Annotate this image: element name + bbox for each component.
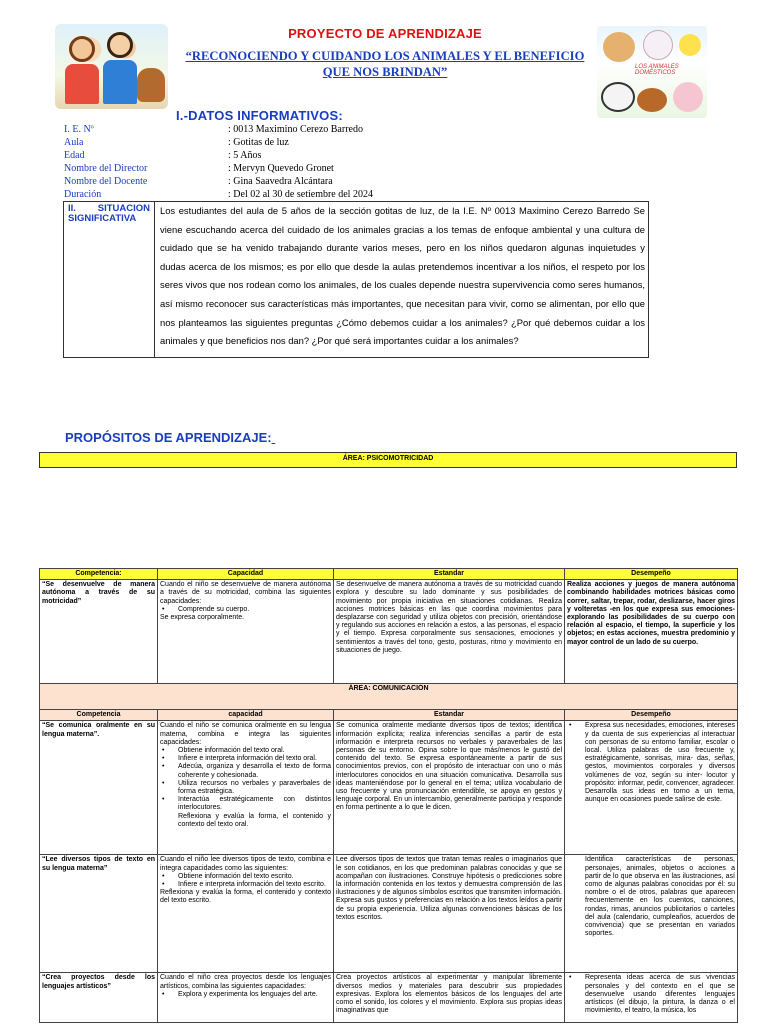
situacion-title: II. SITUACION SIGNIFICATIVA	[64, 202, 155, 357]
table-row	[40, 580, 738, 684]
table-row	[40, 855, 738, 973]
header-competencia: Competencia:	[40, 569, 158, 580]
propositos-title: PROPÓSITOS DE APRENDIZAJE:	[65, 430, 272, 445]
datos-informativos-title: I.-DATOS INFORMATIVOS:	[176, 108, 343, 123]
info-row: I. E. Nº : 0013 Maximino Cerezo Barredo	[64, 124, 363, 135]
desempeno-cell: Realiza acciones y juegos de manera autónoma combinando habilidades motrices básicas como correr, saltar, trepar, rodar, deslizarse, hacer giros y volteretas -en los que expresa sus emociones- explorando las posibilidades de su cuerpo con relación al espacio, el tiempo, la superficie y los objetos; en estas acciones, muestra predominio y mayor control de un lado de su cuerpo.	[565, 580, 738, 684]
header-capacidad: Capacidad	[158, 569, 334, 580]
estandar-cell: Se desenvuelve de manera autónoma a través de su motricidad cuando explora y descubre su lado dominante y sus posibilidades de movimiento por propia iniciativa en situaciones cotidianas. Realiza acciones motrices básicas en las que coordina movimientos para desplazarse con seguridad y utiliza objetos con precisión, orientándose y regulando sus acciones en relación a estos, a las personas, el espacio y el tiempo. Expresa corporalmente sus sensaciones, emociones y sentimientos a través del tono, gesto, posturas, ritmo y movimiento en situaciones de juego.	[334, 580, 565, 684]
estandar-cell: Lee diversos tipos de textos que tratan temas reales o imaginarios que le son cotidianos, en los que predominan palabras conocidas y que se acompañan con ilustraciones. Construye hipótesis o predicciones sobre la información contenida en los textos y demuestra comprensión de las ilustraciones y de algunos símbolos escritos que transmiten información. Expresa sus gustos y preferencias en relación a los textos leídos a partir de su propia experiencia. Utiliza algunas convenciones básicas de los textos escritos.	[334, 855, 565, 973]
header-desempeno: Desempeño	[565, 710, 738, 721]
competencia-cell: “Crea proyectos desde los lenguajes artísticos”	[40, 973, 158, 1023]
project-title: PROYECTO DE APRENDIZAJE	[288, 26, 482, 41]
desempeno-cell: • Representa ideas acerca de sus vivencias personales y del contexto en el que se desenvuelve usando diferentes lenguajes artísticos (el dibujo, la pintura, la danza o el movimiento, el teatro, la música, los	[565, 973, 738, 1023]
estandar-cell: Se comunica oralmente mediante diversos tipos de textos; identifica información explícita; realiza inferencias sencillas a partir de esta información e interpreta recursos no verbales y paraverbales de las personas de su entorno. Opina sobre lo que más/menos le gustó del contenido del texto. Se expresa espontáneamente a partir de sus conocimientos previos, con el propósito de interactuar con uno o más interlocutores conocidos en una situación comunicativa. Desarrolla sus ideas manteniéndose por lo general en el tema; utiliza vocabulario de uso frecuente y una pronunciación entendible, se apoya en gestos y lenguaje corporal. En un intercambio, generalmente participa y responde en forma pertinente a lo que le dicen.	[334, 721, 565, 855]
desempeno-cell: Identifica características de personas, personajes, animales, objetos o acciones a partir de lo que observa en las ilustraciones, así como de algunas palabras conocidas por él: su nombre o el de otros, palabras que aparecen frecuentemente en los cuentos, canciones, rondas, rimas, anuncios publicitarios o carteles del aula (calendario, cumpleaños, acuerdos de convivencia) que se presentan en variados soportes.	[565, 855, 738, 973]
competencia-cell: “Se comunica oralmente en su lengua materna”.	[40, 721, 158, 855]
capacidad-cell: Cuando el niño se comunica oralmente en su lengua materna, combina e integra las siguientes capacidades: • Obtiene información del texto oral. • Infiere e interpreta información del texto oral. • Adecúa, organiza y desarrolla el texto de forma coherente y cohesionada. • Utiliza recursos no verbales y paraverbales de forma estratégica. • Interactúa estratégicamente con distintos interlocutores. Reflexiona y evalúa la forma, el contenido y contexto del texto oral.	[158, 721, 334, 855]
capacidad-cell: Cuando el niño crea proyectos desde los lenguajes artísticos, combina las siguientes capacidades: • Explora y experimenta los lenguajes del arte.	[158, 973, 334, 1023]
desempeno-cell: • Expresa sus necesidades, emociones, intereses y da cuenta de sus experiencias al interactuar con personas de su entorno familiar, escolar o local. Utiliza palabras de uso frecuente y, estratégicamente, sonrisas, mira- das, señas, gestos, movimientos corporales y diversos volúmenes de voz, según su inter- locutor y propósito: informar, pedir, convencer, agradecer. Desarrolla sus ideas en torno a un tema, aunque en ocasiones puede salirse de este.	[565, 721, 738, 855]
header-estandar: Estandar	[334, 569, 565, 580]
info-row: Aula : Gotitas de luz	[64, 137, 289, 148]
estandar-cell: Crea proyectos artísticos al experimentar y manipular libremente diversos medios y materiales para descubrir sus propiedades expresivas. Explora los elementos básicos de los lenguajes del arte como el sonido, los colores y el movimiento. Explora sus propias ideas imaginativas que	[334, 973, 565, 1023]
header-competencia: Competencia	[40, 710, 158, 721]
header-desempeno: Desempeño	[565, 569, 738, 580]
project-subtitle: “RECONOCIENDO Y CUIDANDO LOS ANIMALES Y EL BENEFICIO QUE NOS BRINDAN”	[185, 49, 585, 79]
animals-illustration	[597, 26, 707, 118]
header-estandar: Estandar	[334, 710, 565, 721]
area-psicomotricidad-bar: ÁREA: PSICOMOTRICIDAD	[39, 452, 737, 468]
propositos-table	[39, 568, 738, 1023]
info-row: Duración : Del 02 al 30 de setiembre del 2024	[64, 189, 373, 200]
area-comunicacion-row: ÁREA: COMUNICACIÓN	[40, 684, 738, 710]
area-row	[40, 684, 738, 710]
info-row: Nombre del Director : Mervyn Quevedo Gronet	[64, 163, 334, 174]
competencia-cell: “Se desenvuelve de manera autónoma a través de su motricidad”	[40, 580, 158, 684]
table-header-row	[40, 569, 738, 580]
competencia-cell: “Lee diversos tipos de texto en su lengua materna”	[40, 855, 158, 973]
info-row: Nombre del Docente : Gina Saavedra Alcántara	[64, 176, 333, 187]
table-header-row	[40, 710, 738, 721]
kids-illustration	[55, 24, 168, 109]
capacidad-cell: Cuando el niño lee diversos tipos de texto, combina e integra capacidades como las siguientes: • Obtiene información del texto escrito. • Infiere e interpreta información del texto escrito. Reflexiona y evalúa la forma, el contenido y contexto del texto escrito.	[158, 855, 334, 973]
capacidad-cell: Cuando el niño se desenvuelve de manera autónoma a través de su motricidad, combina las siguientes capacidades: • Comprende su cuerpo. Se expresa corporalmente.	[158, 580, 334, 684]
table-row	[40, 721, 738, 855]
info-row: Edad : 5 Años	[64, 150, 262, 161]
animals-label: LOS ANIMALES DOMÉSTICOS	[635, 64, 679, 76]
header-capacidad: capacidad	[158, 710, 334, 721]
situacion-text: Los estudiantes del aula de 5 años de la sección gotitas de luz, de la I.E. Nº 0013 Maximino Cerezo Barredo Se viene escuchando acerca del cuidado de los animales gracias a los temas de enfoque ambiental y una cultura de cuidado que se ha venido trabajando durante varios meses, pero en los niños quedaron algunas inquietudes y dudas acerca de los mismos; es por ello que desde la aulas pretendemos incentivar a los niños, el respeto por los seres vivos que nos rodean como los animales, de los cuales depende nuestra supervivencia como seres humanos, así mismo reconocer sus características más importantes, que necesitan para vivir, como se alimentan, por ello que nos planteamos las siguientes preguntas ¿Cómo debemos cuidar a los animales? ¿Por qué debemos cuidar a los animales y que beneficios nos dan? ¿Por qué será importantes cuidar a los animales?	[160, 205, 645, 347]
table-row	[40, 973, 738, 1023]
situacion-significativa-box	[63, 201, 649, 358]
